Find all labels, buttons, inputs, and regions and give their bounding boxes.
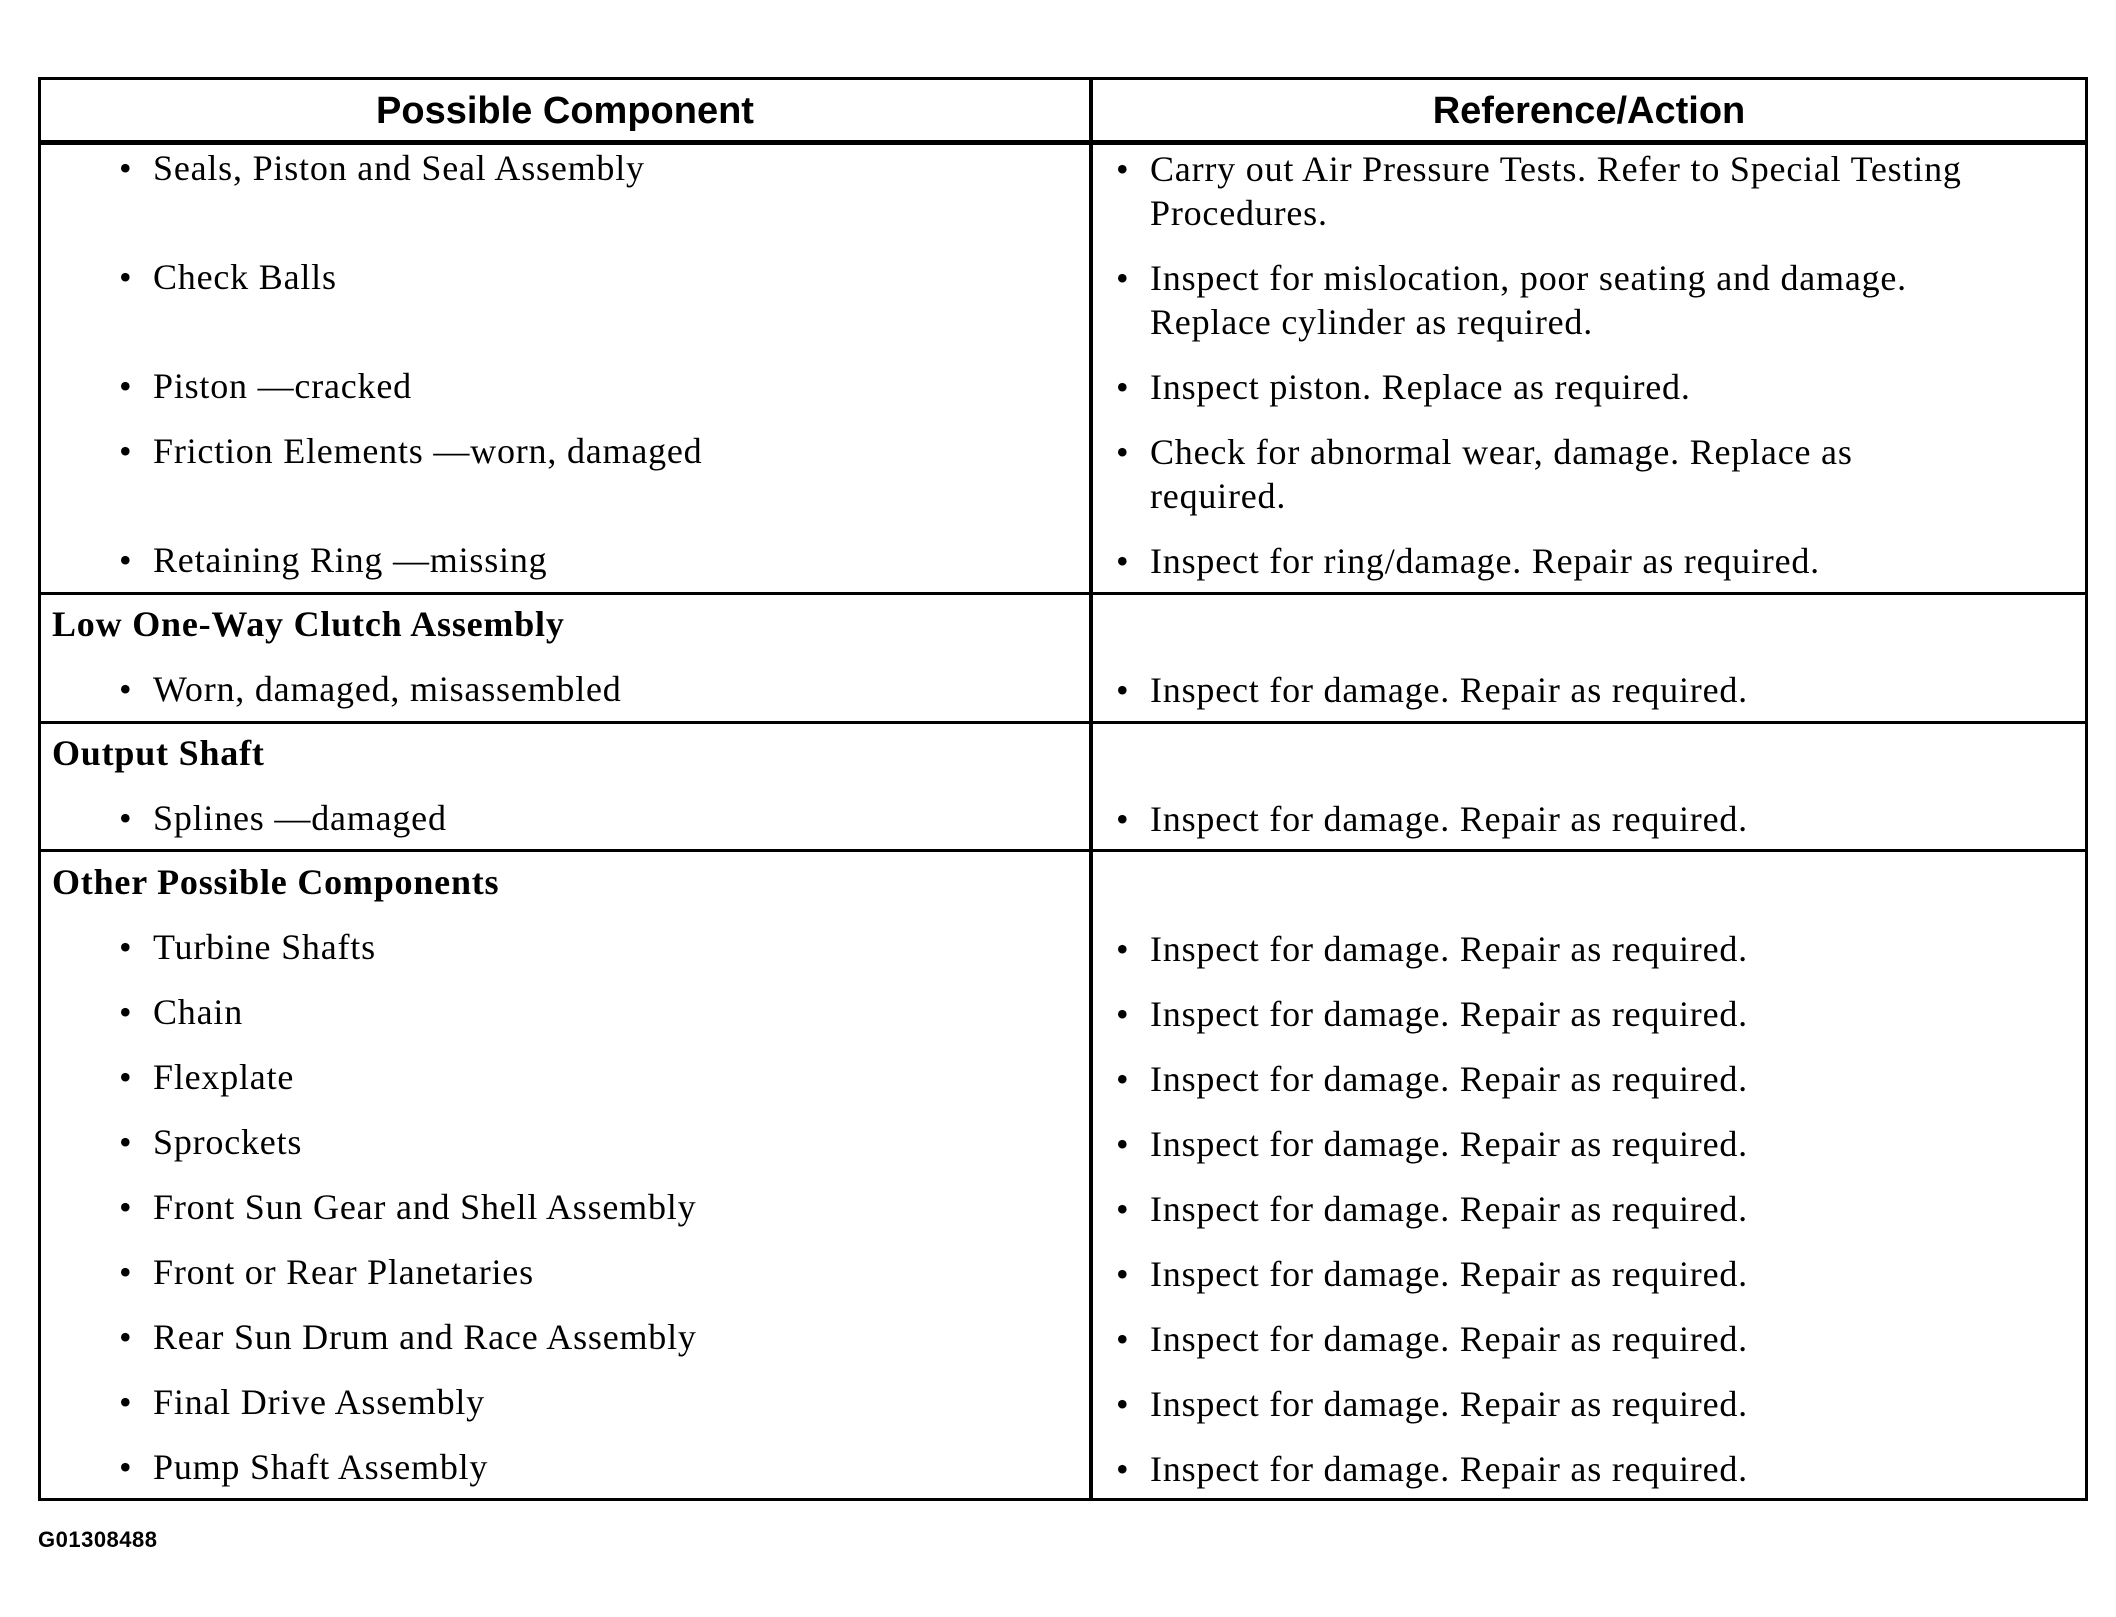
row-divider (41, 849, 2085, 852)
row-divider (41, 721, 2085, 724)
figure-id: G01308488 (38, 1527, 158, 1552)
column-divider (1089, 80, 1093, 1498)
row-divider (41, 592, 2085, 595)
header-possible-component: Possible Component (376, 89, 754, 132)
section-title: Other Possible Components (52, 862, 500, 902)
header-reference-action: Reference/Action (1432, 89, 1746, 132)
diagnosis-table: Possible Component Reference/Action • Seals, Piston and Seal Assembly • Carry out Air Pressure Tests. Refer to Special Testing Procedures. • Check Balls • Inspect for mislocation, poor seating and damage. Replace cylinder as required. • Piston —cracked • Inspect piston. Replace as required. • Friction Elements —worn, damaged • Check for abnormal wear, damage. Replace as required. • Retaining Ring —missing • Inspect for ring/damage. Repair as required. Low One-Way Clutch Assembly • Worn, damaged, misassembled • Inspect for damage. Repair as required. Output Shaft • Splines —damaged • Inspect for damage. Repair as required. Other Possible Components • Turbine Shafts • Inspect for damage. Repair as required. • Chain • Inspect for damage. Repair as required. • Flexplate • Inspect for damage. Repair as required. • Sprockets • Inspect for damage. Repair as required. • Front Sun Gear and Shell Assembly • Inspect for damage. Repair as required. • Front or Rear Planetaries • Inspect for damage. Repair as required. • Rear Sun Drum and Race Assembly • Inspect for damage. Repair as required. • Final Drive Assembly • Inspect for damage. Repair as required. • Pump Shaft Assembly • Inspect for damage. Repair as required. (38, 77, 2088, 1501)
section-title: Low One-Way Clutch Assembly (52, 604, 565, 644)
section-title: Output Shaft (52, 733, 265, 773)
